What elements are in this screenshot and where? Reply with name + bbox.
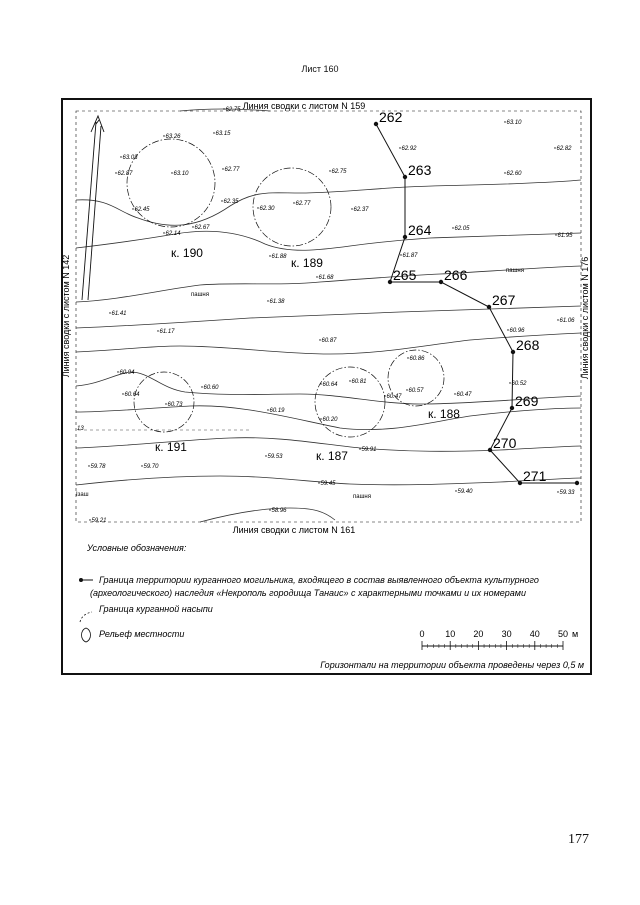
elevation-dot: [163, 135, 164, 136]
boundary-point-label: 262: [379, 109, 403, 125]
legend-item-mound: Граница курганной насыпи: [99, 604, 213, 614]
boundary-point: [374, 122, 378, 126]
elevation-label: 59.21: [91, 518, 107, 524]
boundary-point-label: 263: [408, 162, 432, 178]
elevation-label: 60.52: [511, 381, 527, 387]
elevation-dot: [265, 455, 266, 456]
edge-label-right: Линия сводки с листом N 176: [580, 256, 590, 380]
elevation-dot: [554, 147, 555, 148]
elevation-dot: [88, 465, 89, 466]
elevation-dot: [318, 482, 319, 483]
elevation-dot: [349, 380, 350, 381]
elevation-label: 62.75: [225, 107, 241, 113]
elevation-dot: [555, 234, 556, 235]
legend-item-boundary-1: Граница территории курганного могильника, входящего в состав выявленного объекта культурного: [99, 575, 539, 585]
elevation-label: 60.19: [269, 408, 285, 414]
boundary-point: [388, 280, 392, 284]
elevation-dot: [163, 232, 164, 233]
sheet-title: Лист 160: [301, 64, 339, 74]
elevation-label: 59.33: [559, 490, 575, 496]
elevation-label: 60.86: [409, 356, 425, 362]
elevation-dot: [269, 509, 270, 510]
elevation-label: 60.60: [203, 385, 219, 391]
boundary-point: [403, 175, 407, 179]
elevation-dot: [557, 491, 558, 492]
elevation-dot: [504, 172, 505, 173]
elevation-dot: [399, 147, 400, 148]
kurgan-label: к. 190: [171, 246, 203, 260]
elevation-dot: [192, 226, 193, 227]
elevation-label: 62.87: [117, 171, 133, 177]
contour-interval-note: Горизонтали на территории объекта проведены через 0,5 м: [320, 660, 584, 670]
elevation-dot: [509, 382, 510, 383]
land-use-label: Iзаш: [76, 492, 89, 498]
elevation-label: 62.77: [224, 167, 240, 173]
scale-tick-label: 10: [445, 629, 456, 639]
boundary-point-label: 270: [493, 435, 517, 451]
elevation-label: 62.30: [259, 206, 275, 212]
boundary-point: [575, 481, 579, 485]
elevation-label: 60.94: [119, 370, 135, 376]
elevation-label: 58.96: [271, 508, 287, 514]
elevation-label: 61.68: [318, 275, 334, 281]
elevation-label: 63.10: [506, 120, 522, 126]
boundary-point-label: 269: [515, 393, 539, 409]
elevation-label: 59.40: [457, 489, 473, 495]
legend-mound-icon: [80, 612, 92, 622]
legend: [79, 543, 584, 670]
land-use-label: пашня: [506, 268, 524, 274]
elevation-label: 62.14: [165, 231, 181, 237]
elevation-label: 60.57: [408, 388, 424, 394]
elevation-dot: [293, 202, 294, 203]
legend-relief-icon: [82, 628, 91, 642]
territory-boundary: [374, 109, 579, 485]
scale-tick-label: 40: [529, 629, 540, 639]
elevation-label: 62.67: [194, 225, 210, 231]
elevation-label: 63.15: [215, 131, 231, 137]
boundary-point-label: 268: [516, 337, 540, 353]
elevation-label: 60.64: [124, 392, 140, 398]
elevation-label: 61.41: [111, 311, 127, 317]
elevation-dot: [359, 448, 360, 449]
elevation-dot: [222, 168, 223, 169]
elevation-label: 62.60: [506, 171, 522, 177]
boundary-point-label: 265: [393, 267, 417, 283]
elevation-label: 59.70: [143, 464, 159, 470]
boundary-point: [518, 481, 522, 485]
elevation-dot: [557, 319, 558, 320]
boundary-point: [439, 280, 443, 284]
elevation-dot: [269, 255, 270, 256]
boundary-point-label: 266: [444, 267, 468, 283]
legend-title: Условные обозначения:: [87, 543, 187, 553]
elevation-dot: [109, 312, 110, 313]
elevation-dot: [115, 172, 116, 173]
elevation-dot: [171, 172, 172, 173]
elevation-dot: [454, 393, 455, 394]
elevation-dot: [141, 465, 142, 466]
elevation-dot: [316, 276, 317, 277]
elevation-dot: [165, 403, 166, 404]
kurgan-label: к. 191: [155, 440, 187, 454]
kurgan-circle: [134, 372, 194, 432]
boundary-point-label: 271: [523, 468, 547, 484]
legend-boundary-point-icon: [79, 578, 83, 582]
elevation-dot: [120, 156, 121, 157]
boundary-point: [487, 305, 491, 309]
elevation-dot: [455, 490, 456, 491]
elevation-dot: [407, 357, 408, 358]
kurgan-circle: [315, 367, 385, 437]
scale-bar: [419, 629, 578, 650]
elevation-label: 61.17: [159, 329, 175, 335]
elevation-label: 63.10: [173, 171, 189, 177]
elevation-dot: [351, 208, 352, 209]
elevation-dot: [122, 393, 123, 394]
elevation-dot: [400, 254, 401, 255]
elevation-label: 60.73: [167, 402, 183, 408]
edge-label-top: Линия сводки с листом N 159: [242, 101, 366, 111]
boundary-point-label: 264: [408, 222, 432, 238]
boundary-point: [403, 235, 407, 239]
elevation-label: 62.82: [556, 146, 572, 152]
boundary-point: [488, 448, 492, 452]
elevation-label: 60.64: [322, 382, 338, 388]
elevation-label: 62.05: [454, 226, 470, 232]
elevation-dot: [117, 371, 118, 372]
elevation-dot: [221, 200, 222, 201]
elevation-label: 62.35: [223, 199, 239, 205]
elevation-dot: [504, 121, 505, 122]
elevation-label: 62.92: [401, 146, 417, 152]
scale-tick-label: 50: [557, 629, 569, 639]
elevation-dot: [452, 227, 453, 228]
elevation-label: 59.53: [267, 454, 283, 460]
page-number: 177: [568, 832, 589, 847]
elevation-dot: [507, 329, 508, 330]
elevation-dot: [267, 409, 268, 410]
elevation-label: 62.75: [331, 169, 347, 175]
kurgan-label: к. 188: [428, 407, 460, 421]
edge-mark-left: 13: [77, 426, 84, 432]
elevation-label: 61.06: [559, 318, 575, 324]
boundary-point: [510, 406, 514, 410]
edge-label-left: Линия сводки с листом N 142: [61, 254, 71, 378]
elevation-label: 60.47: [456, 392, 472, 398]
elevation-dot: [157, 330, 158, 331]
land-use-label: пашня: [191, 292, 209, 298]
elevation-label: 63.26: [165, 134, 181, 140]
elevation-label: 59.91: [361, 447, 377, 453]
kurgan-label: к. 187: [316, 449, 348, 463]
scale-tick-label: 30: [501, 629, 512, 639]
north-arrow-icon: [82, 116, 104, 300]
legend-item-boundary-2: (археологического) наследия «Некрополь городища Танаис» с характерными точками и их номерами: [90, 588, 526, 598]
boundary-point: [511, 350, 515, 354]
elevation-label: 60.96: [509, 328, 525, 334]
elevation-dot: [384, 395, 385, 396]
elevation-label: 63.03: [122, 155, 138, 161]
land-use-label: пашня: [353, 494, 371, 500]
scale-unit: м: [572, 629, 579, 639]
elevation-dot: [132, 208, 133, 209]
elevation-label: 60.20: [322, 417, 338, 423]
elevation-label: 62.77: [295, 201, 311, 207]
elevation-dot: [320, 383, 321, 384]
elevation-label: 59.45: [320, 481, 336, 487]
elevation-label: 61.88: [271, 254, 287, 260]
edge-label-bottom: Линия сводки с листом N 161: [232, 525, 356, 535]
elevation-dot: [319, 339, 320, 340]
elevation-dot: [89, 519, 90, 520]
edge-labels: [61, 101, 590, 535]
elevation-label: 59.78: [90, 464, 106, 470]
elevation-dot: [406, 389, 407, 390]
elevation-label: 61.95: [557, 233, 573, 239]
elevation-dot: [257, 207, 258, 208]
elevation-dot: [320, 418, 321, 419]
elevation-label: 60.87: [321, 338, 337, 344]
elevation-label: 61.87: [402, 253, 418, 259]
elevation-dot: [329, 170, 330, 171]
legend-item-relief: Рельеф местности: [99, 629, 185, 639]
elevation-dot: [213, 132, 214, 133]
scale-tick-label: 20: [473, 629, 484, 639]
elevation-label: 62.45: [134, 207, 150, 213]
elevation-label: 62.37: [353, 207, 369, 213]
elevation-label: 60.47: [386, 394, 402, 400]
elevation-dot: [223, 108, 224, 109]
scale-tick-label: 0: [419, 629, 425, 639]
boundary-point-label: 267: [492, 292, 516, 308]
elevation-label: 60.81: [351, 379, 367, 385]
kurgan-label: к. 189: [291, 256, 323, 270]
elevation-label: 61.38: [269, 299, 285, 305]
elevation-dot: [267, 300, 268, 301]
kurgan-circle: [127, 139, 215, 227]
elevation-dot: [201, 386, 202, 387]
